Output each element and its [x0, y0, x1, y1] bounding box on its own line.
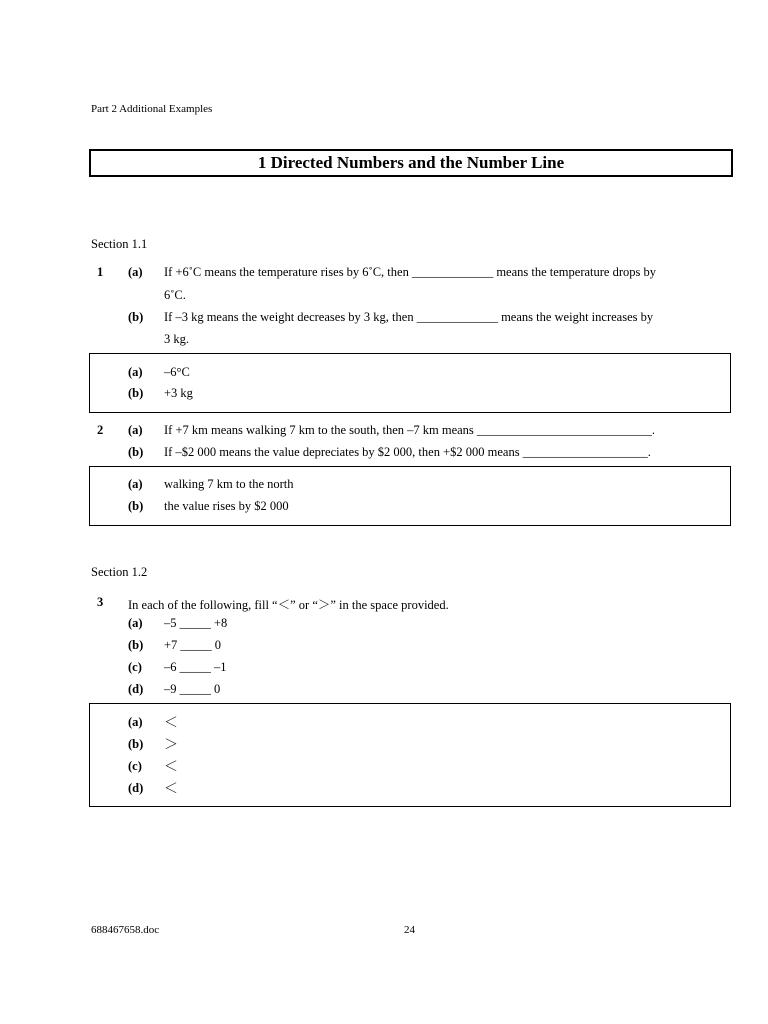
part-label: (c)	[128, 660, 142, 674]
part-label: (a)	[128, 616, 143, 630]
answer-text: –6°C	[164, 365, 190, 379]
answer-text: ＜	[164, 759, 178, 775]
answer-label: (a)	[128, 365, 143, 379]
part-label: (d)	[128, 682, 144, 696]
answer-label: (b)	[128, 499, 144, 513]
question-number: 1	[97, 265, 104, 279]
answer-text: ＜	[164, 781, 178, 797]
part-label: (b)	[128, 445, 144, 459]
question-text: If +7 km means walking 7 km to the south, then –7 km means ____________________________.	[164, 423, 656, 437]
question-text: 3 kg.	[164, 332, 189, 346]
answer-label: (c)	[128, 759, 142, 773]
answer-text: +3 kg	[164, 386, 193, 400]
question-text: If –$2 000 means the value depreciates by $2 000, then +$2 000 means ____________________.	[164, 445, 651, 459]
question-number: 2	[97, 423, 104, 437]
page-number: 24	[404, 924, 415, 936]
question-text: +7 _____ 0	[164, 638, 222, 652]
part-label: (a)	[128, 265, 143, 279]
answer-label: (b)	[128, 737, 144, 751]
answer-text: ＞	[164, 737, 178, 753]
footer-filename: 688467658.doc	[91, 924, 160, 936]
question-text: In each of the following, fill “＜” or “＞” in the space provided.	[128, 598, 449, 612]
answer-label: (a)	[128, 477, 143, 491]
answer-box	[89, 703, 731, 807]
answer-text: walking 7 km to the north	[164, 477, 294, 491]
answer-box	[89, 353, 731, 413]
question-number: 3	[97, 595, 104, 609]
answer-text: the value rises by $2 000	[164, 499, 289, 513]
question-text: –9 _____ 0	[164, 682, 221, 696]
answer-label: (a)	[128, 715, 143, 729]
part-label: (b)	[128, 310, 144, 324]
question-text: –5 _____ +8	[164, 616, 228, 630]
question-text: If +6˚C means the temperature rises by 6˚C, then _____________ means the temperature drops by	[164, 265, 656, 279]
question-text: –6 _____ –1	[164, 660, 227, 674]
question-text: If –3 kg means the weight decreases by 3 kg, then _____________ means the weight increases by	[164, 310, 654, 324]
answer-label: (b)	[128, 386, 144, 400]
question-text: 6˚C.	[164, 288, 186, 302]
section-heading: Section 1.1	[91, 237, 148, 251]
part-label: (a)	[128, 423, 143, 437]
answer-box	[89, 466, 731, 526]
section-heading: Section 1.2	[91, 565, 148, 579]
part-label: (b)	[128, 638, 144, 652]
title-box	[89, 149, 733, 177]
answer-label: (d)	[128, 781, 144, 795]
page-header: Part 2 Additional Examples	[91, 103, 213, 115]
page-title: 1 Directed Numbers and the Number Line	[257, 153, 565, 172]
answer-text: ＜	[164, 715, 178, 731]
